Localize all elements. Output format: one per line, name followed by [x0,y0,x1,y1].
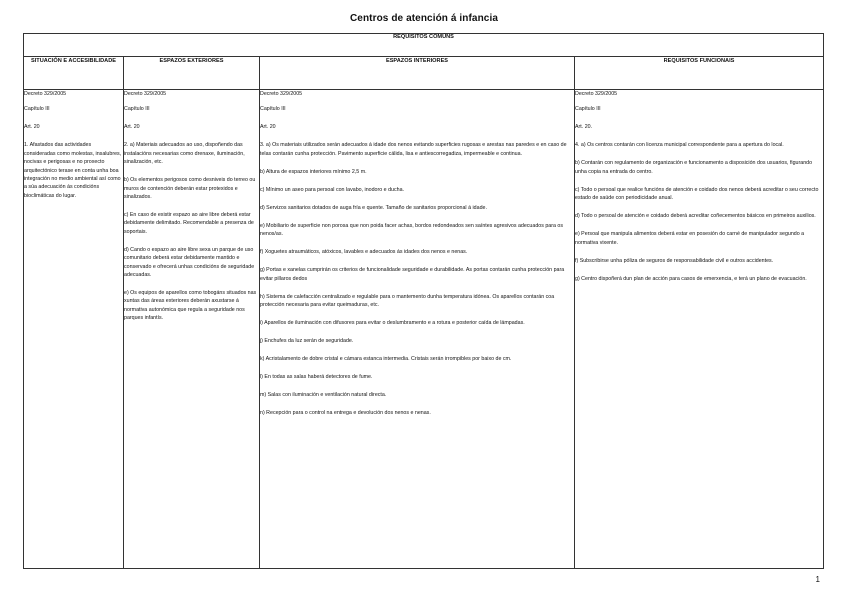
cell-situacion [24,90,124,569]
requirement-item: k) Acristalamento de dobre cristal e cámara estanca intermedia. Cristais serán irrompibles por baixo de cm. [260,356,512,363]
requirement-item: j) Enchufes da luz serán de seguridade. [260,338,354,345]
requirement-item: e) Persoal que manipula alimentos deberá estar en posesión do carné de manipulador segundo a normativa vixente. [575,231,805,246]
decree-ref: Decreto 329/2005 [24,91,67,97]
column-header-requisitos-funcionais: REQUISITOS FUNCIONAIS [575,57,824,90]
requirement-item: b) Contarán con regulamento de organización e funcionamento a disposición dos usuarios, figurando unha copia na entrada do centro. [575,160,813,175]
cell-espazos-exteriores [124,90,260,569]
table-main-header: REQUISITOS COMÚNS [24,34,824,57]
column-header-situacion: SITUACIÓN E ACCESIBILIDADE [24,57,124,90]
requirement-item: f) Xoguetes atraumáticos, atóxicos, lavables e adecuados ás idades dos nenos e nenas. [260,249,468,256]
requirement-item: m) Salas con iluminación e ventilación natural directa. [260,392,387,399]
decree-ref: Decreto 329/2005 [124,91,167,97]
column-header-espazos-exteriores: ESPAZOS EXTERIORES [124,57,260,90]
requirement-item: n) Recepción para o control na entrega e devolución dos nenos e nenas. [260,410,431,417]
requirement-item: e) Os equipos de aparellos como tobogáns situados nas xuntas das áreas exteriores deberán axustarse á normativa autonómica que regula a seguridade nos parques infantís. [124,290,257,322]
requirement-item: g) Portas e xanelas cumprirán os criterios de funcionalidade seguridade e durabilidade. As portas contarán cunha protección para evitar pillaros dedos [260,267,565,282]
chapter-ref: Capítulo III [24,106,50,113]
requirement-item: f) Subscribirse unha póliza de seguros de responsabilidade civil e outros accidentes. [575,257,774,264]
requirement-item: l) En todas as salas haberá detectores de fume. [260,374,373,381]
requirement-item: d) Cando o espazo ao aire libre sexa un parque de uso comunitario deberá estar debidamente mantido e conservado e ofrecerá unhas condicións de seguridade adecuadas. [124,246,255,279]
chapter-ref: Capítulo III [124,106,150,113]
requirement-item: d) Servizos sanitarios dotados de auga fría e quente. Tamaño de sanitarios proporcional á idade. [260,204,487,211]
requirement-item: b) Os elementos perigosos como desniveis do terreo ou muros de contención deberán estar protexidos e sinalizados. [124,177,256,201]
requirement-item: h) Sistema de calefacción centralizado e regulable para o mantemento dunha temperatura idónea. Os aparellos contarán coa protección necesaria para evitar queimaduras, etc. [260,293,555,309]
requirements-table [23,33,824,569]
requirement-item: e) Mobiliario de superficie non porosa que non poida facer achas, bordos redondeados sen saíntes agresivos adecuados para os nenos/as. [260,222,564,238]
chapter-ref: Capítulo III [575,106,601,113]
article-ref: Art. 20. [575,124,593,131]
requirement-item: 4. a) Os centros contarán con licenza municipal correspondente para a apertura do local. [575,142,784,149]
column-header-espazos-interiores: ESPAZOS INTERIORES [260,57,575,90]
requirement-item: g) Centro dispoñerá dun plan de acción para casos de emerxencia, e terá un plano de evacuación. [575,275,807,282]
decree-ref: Decreto 329/2005 [575,91,618,97]
page-number: 1 [815,575,820,584]
cell-requisitos-funcionais [575,90,824,569]
requirement-item: 3. a) Os materiais utilizados serán adecuados á idade dos nenos evitando superficies rugosas e arestas nas paredes e en caso de telas contarán cunha protección. Pavimento superficie cálida, lisa e antiescorregadiza, impermeable e continua. [260,142,567,157]
requirement-item: c) En caso de existir espazo ao aire libre deberá estar debidamente delimitado. Recomendable a presenza de soportais. [124,212,254,235]
cell-espazos-interiores [260,90,575,569]
article-ref: Art. 20 [24,124,40,131]
requirement-item: 1. Afastados das actividades consideradas como molestas, insalubres, nocivas e perigosas e no proxecto arquitectónico terase en conta unha boa integración no medio ambiental así como a súa adecuación ás condicións bioclimáticas do lugar. [24,142,122,199]
article-ref: Art. 20 [124,124,140,131]
requirement-item: c) Mínimo un aseo para persoal con lavabo, inodoro e ducha. [260,186,404,193]
decree-ref: Decreto 329/2005 [260,91,303,97]
requirement-item: b) Altura de espazos interiores mínimo 2,5 m. [260,168,367,175]
requirement-item: d) Todo o persoal de atención e coidado deberá acreditar coñecementos básicos en primeiros auxilios. [575,213,816,220]
requirement-item: 2. a) Materiais adecuados ao uso, dispoñendo das instalacións necesarias como drenaxe, iluminación, sinalización, etc. [124,142,245,166]
article-ref: Art. 20 [260,124,276,131]
page-title: Centros de atención á infancia [349,13,499,24]
chapter-ref: Capítulo III [260,106,286,113]
requirement-item: c) Todo o persoal que realice funcións de atención e coidado dos nenos deberá acreditar o seu correcto estado de saúde con periodicidade anual. [575,186,819,202]
requirement-item: i) Aparellos de iluminación con difusores para evitar o deslumbramento e a rotura e posterior caída de lámpadas. [260,320,525,327]
